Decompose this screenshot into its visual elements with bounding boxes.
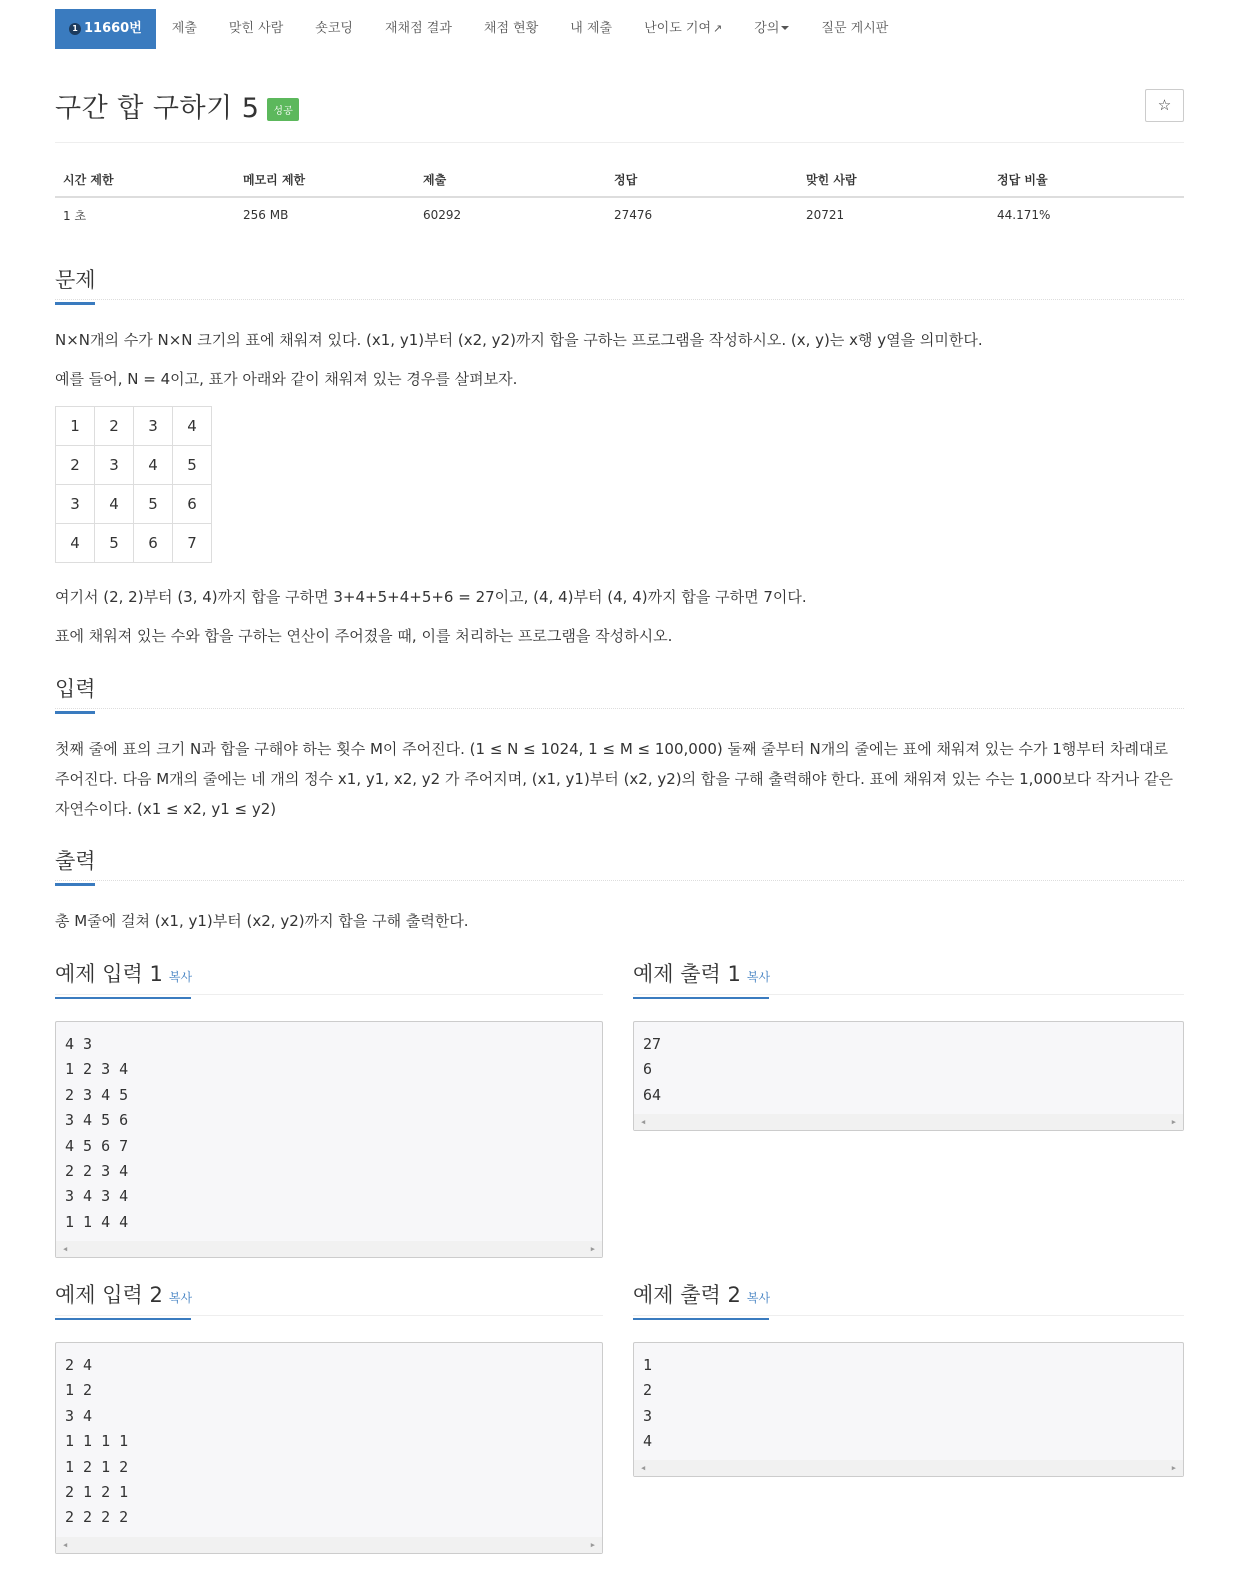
status-badge: 성공 xyxy=(267,98,298,121)
section-heading-text: 문제 xyxy=(55,268,96,292)
nav-lectures-dropdown[interactable] xyxy=(738,9,805,49)
heading-underline xyxy=(55,711,95,714)
nav-lectures-label: 강의 xyxy=(754,21,780,36)
nav-short-coding[interactable]: 숏코딩 xyxy=(315,21,353,36)
problem-section-heading xyxy=(55,264,96,294)
output-section-heading xyxy=(55,845,96,875)
info-value-row xyxy=(55,197,1184,232)
grid-cell: 4 xyxy=(173,407,212,446)
nav-problem-number[interactable] xyxy=(55,9,156,49)
nav-difficulty-contribution[interactable] xyxy=(628,9,738,49)
nav-submit[interactable]: 제출 xyxy=(171,21,197,36)
grid-cell: 4 xyxy=(95,485,134,524)
divider xyxy=(633,994,1184,995)
grid-cell: 2 xyxy=(56,446,95,485)
info-header-row xyxy=(55,162,1184,197)
memory-limit: 256 MB xyxy=(243,208,289,222)
grid-cell: 3 xyxy=(56,485,95,524)
grid-cell: 4 xyxy=(56,524,95,563)
divider xyxy=(55,880,1184,881)
sample-input-1-text: 4 3 1 2 3 4 2 3 4 5 3 4 5 6 4 5 6 7 2 2 3 4 3 4 3 4 1 1 4 4 xyxy=(65,1035,129,1231)
divider xyxy=(55,708,1184,709)
copy-button[interactable]: 복사 xyxy=(168,970,193,984)
sample-output-2-heading xyxy=(633,1279,770,1309)
divider xyxy=(55,142,1184,143)
grid-cell: 5 xyxy=(173,446,212,485)
sample-output-1-text: 27 6 64 xyxy=(643,1035,662,1104)
favorite-star-button[interactable] xyxy=(1145,89,1184,122)
heading-underline xyxy=(55,883,95,886)
grid-cell: 3 xyxy=(134,407,173,446)
nav-problem-number-label: 11660번 xyxy=(84,21,142,36)
info-header: 정답 xyxy=(606,162,798,197)
scroll-right-icon[interactable]: ▶ xyxy=(590,1245,595,1253)
grid-cell: 5 xyxy=(95,524,134,563)
solved-user-count: 20721 xyxy=(806,208,845,222)
external-link-icon: ↗ xyxy=(713,22,723,35)
section-heading-text: 입력 xyxy=(55,677,96,701)
problem-nav xyxy=(55,9,904,49)
sample-output-2-text: 1 2 3 4 xyxy=(643,1356,653,1451)
sample-title: 예제 입력 1 xyxy=(55,962,163,986)
sample-title: 예제 입력 2 xyxy=(55,1283,163,1307)
divider xyxy=(633,1315,1184,1316)
problem-description: 표에 채워져 있는 수와 합을 구하는 연산이 주어졌을 때, 이를 처리하는 프로그램을 작성하시오. xyxy=(55,627,673,645)
grid-cell: 1 xyxy=(56,407,95,446)
tier-icon: 1 xyxy=(69,23,81,35)
submission-count: 60292 xyxy=(423,208,462,222)
accepted-count: 27476 xyxy=(614,208,653,222)
info-header: 메모리 제한 xyxy=(235,162,415,197)
example-grid xyxy=(55,406,212,563)
grid-cell: 7 xyxy=(173,524,212,563)
nav-difficulty-label: 난이도 기여 xyxy=(644,21,712,36)
grid-row xyxy=(56,407,212,446)
grid-row xyxy=(56,524,212,563)
divider xyxy=(55,1315,603,1316)
grid-cell: 4 xyxy=(134,446,173,485)
horizontal-scrollbar[interactable] xyxy=(56,1241,602,1257)
sample-title: 예제 출력 1 xyxy=(633,962,741,986)
heading-underline xyxy=(633,997,769,999)
divider xyxy=(55,299,1184,300)
sample-input-1-box[interactable] xyxy=(55,1021,603,1258)
heading-underline xyxy=(55,1318,191,1320)
horizontal-scrollbar[interactable] xyxy=(56,1537,602,1553)
heading-underline xyxy=(633,1318,769,1320)
nav-question-board[interactable]: 질문 게시판 xyxy=(821,21,889,36)
problem-title: 구간 합 구하기 5 xyxy=(55,93,260,124)
info-header: 정답 비율 xyxy=(989,162,1184,197)
problem-description: N×N개의 수가 N×N 크기의 표에 채워져 있다. (x1, y1)부터 (x2, y2)까지 합을 구하는 프로그램을 작성하시오. (x, y)는 x행 y열을 의미한다. xyxy=(55,331,983,349)
scroll-right-icon[interactable]: ▶ xyxy=(590,1541,595,1549)
grid-cell: 5 xyxy=(134,485,173,524)
sample-output-1-box[interactable] xyxy=(633,1021,1184,1131)
input-description: 첫째 줄에 표의 크기 N과 합을 구해야 하는 횟수 M이 주어진다. (1 ≤ N ≤ 1024, 1 ≤ M ≤ 100,000) 둘째 줄부터 N개의 줄에는 표에 채워져 있는 수가 1행부터 차례대로 주어진다. 다음 M개의 줄에는 네 개의 정수 x1, y1, x2, y2 가 주어지며, (x1, y1)부터 (x2, y2)의 합을 구해 출력해야 한다. 표에 채워져 있는 수는 1,000보다 작거나 같은 자연수이다. (x1 ≤ x2, y1 ≤ y2) xyxy=(55,740,1174,818)
info-header: 제출 xyxy=(415,162,606,197)
grid-cell: 2 xyxy=(95,407,134,446)
grid-cell: 6 xyxy=(134,524,173,563)
sample-input-1-heading xyxy=(55,958,192,988)
sample-output-2-box[interactable] xyxy=(633,1342,1184,1477)
sample-title: 예제 출력 2 xyxy=(633,1283,741,1307)
accept-ratio: 44.171% xyxy=(997,208,1051,222)
time-limit: 1 초 xyxy=(63,208,87,223)
grid-row xyxy=(56,446,212,485)
sample-input-2-heading xyxy=(55,1279,192,1309)
copy-button[interactable]: 복사 xyxy=(168,1291,193,1305)
nav-status[interactable]: 채점 현황 xyxy=(483,21,539,36)
sample-output-1-heading xyxy=(633,958,770,988)
scroll-right-icon[interactable]: ▶ xyxy=(1171,1118,1176,1126)
grid-cell: 3 xyxy=(95,446,134,485)
problem-description: 여기서 (2, 2)부터 (3, 4)까지 합을 구하면 3+4+5+4+5+6 = 27이고, (4, 4)부터 (4, 4)까지 합을 구하면 7이다. xyxy=(55,588,807,606)
grid-cell: 6 xyxy=(173,485,212,524)
info-header: 시간 제한 xyxy=(55,162,235,197)
copy-button[interactable]: 복사 xyxy=(746,970,771,984)
heading-underline xyxy=(55,302,95,305)
heading-underline xyxy=(55,997,191,999)
star-icon: ☆ xyxy=(1157,96,1172,114)
copy-button[interactable]: 복사 xyxy=(746,1291,771,1305)
scroll-left-icon[interactable]: ◀ xyxy=(641,1464,646,1472)
horizontal-scrollbar[interactable] xyxy=(634,1460,1183,1476)
scroll-left-icon[interactable]: ◀ xyxy=(641,1118,646,1126)
section-heading-text: 출력 xyxy=(55,849,96,873)
nav-my-submissions[interactable]: 내 제출 xyxy=(570,21,613,36)
scroll-left-icon[interactable]: ◀ xyxy=(63,1541,68,1549)
output-description: 총 M줄에 걸쳐 (x1, y1)부터 (x2, y2)까지 합을 구해 출력한다. xyxy=(55,912,469,930)
sample-input-2-box[interactable] xyxy=(55,1342,603,1554)
caret-down-icon xyxy=(781,26,789,30)
scroll-left-icon[interactable]: ◀ xyxy=(63,1245,68,1253)
nav-solved-users[interactable]: 맞힌 사람 xyxy=(228,21,284,36)
nav-rejudge-results[interactable]: 재채점 결과 xyxy=(384,21,452,36)
sample-input-2-text: 2 4 1 2 3 4 1 1 1 1 1 2 1 2 2 1 2 1 2 2 2 2 xyxy=(65,1356,129,1527)
grid-row xyxy=(56,485,212,524)
input-section-heading xyxy=(55,673,96,703)
problem-info-table xyxy=(55,162,1184,232)
problem-description: 예를 들어, N = 4이고, 표가 아래와 같이 채워져 있는 경우를 살펴보자. xyxy=(55,370,518,388)
divider xyxy=(55,994,603,995)
info-header: 맞힌 사람 xyxy=(798,162,989,197)
problem-title-row xyxy=(55,86,299,125)
horizontal-scrollbar[interactable] xyxy=(634,1114,1183,1130)
scroll-right-icon[interactable]: ▶ xyxy=(1171,1464,1176,1472)
